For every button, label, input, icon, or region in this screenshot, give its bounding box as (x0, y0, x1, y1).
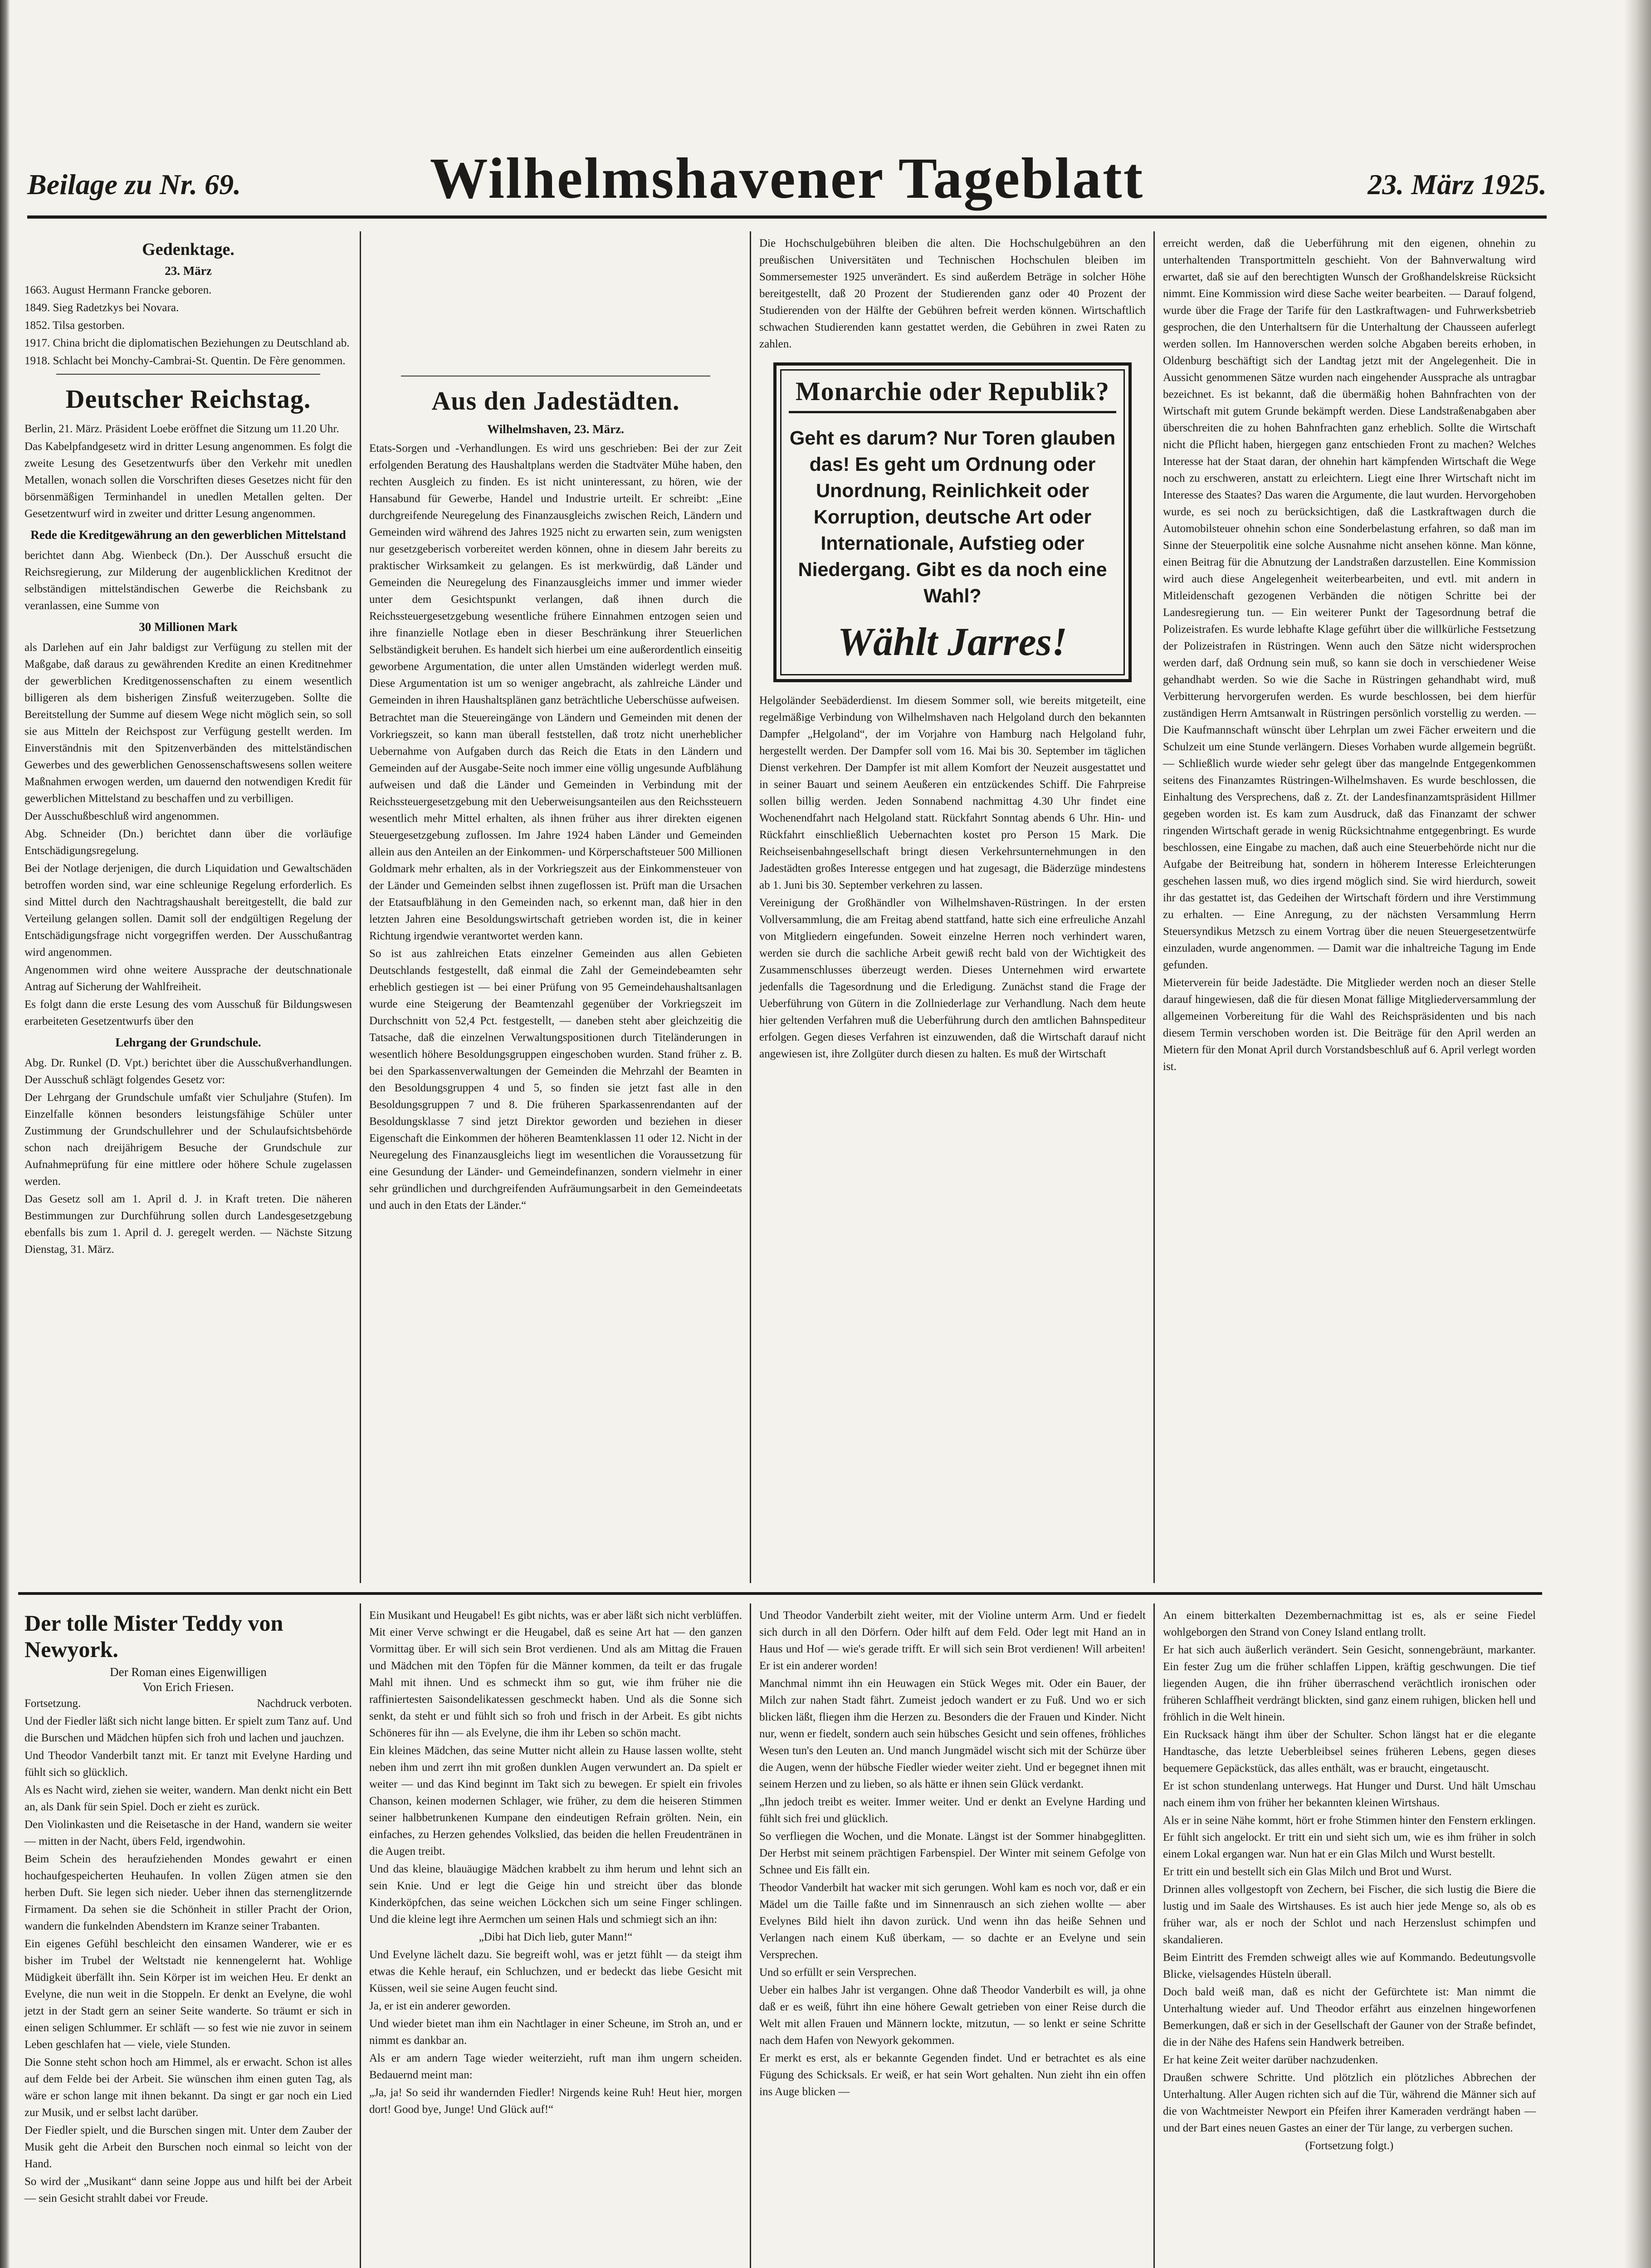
serial-paragraph: Er hat sich auch äußerlich verändert. Sein Gesicht, sonnengebräunt, markanter. Ein fester Zug um die früher schlaffen Lippen, kräftig geschwungen. Die tief liegenden Augen, die ihn früher überraschend verächtlich ironischen oder früheren Schlaffheit verdrängt blickten, sind ganz einem ruhigen, blicken hell und fröhlich in die Welt hinein. (1163, 1644, 1536, 1723)
column-rule (360, 1603, 361, 2268)
article-subheading: Rede die Kreditgewährung an den gewerblichen Mittelstand (30, 528, 346, 542)
article-subheading: Lehrgang der Grundschule. (115, 1036, 261, 1049)
article-paragraph: Mieterverein für beide Jadestädte. Die Mitglieder werden noch an dieser Stelle darauf hingewiesen, daß die für diesen Monat fällige Mitgliederversammlung der allgemeinen Vorbereitung für die Wahl des Reichspräsidenten und bis nach diesem Termin verschoben worden ist. Die Beiträge für den April werden an Mietern für den Monat April durch Vorstandsbeschluß auf 6. April verlegt worden ist. (1163, 977, 1536, 1073)
newspaper-title: Wilhelmshavener Tageblatt (430, 146, 1144, 210)
column-rule (1153, 1603, 1155, 2268)
advertisement-title: Monarchie oder Republik? (789, 376, 1116, 413)
serial-paragraph: So wird der „Musikant“ dann seine Joppe aus und hilft bei der Arbeit — sein Gesicht strahlt dabei vor Freude. (24, 2175, 352, 2204)
serial-paragraph: Der Fiedler spielt, und die Burschen singen mit. Unter dem Zauber der Musik geht die Arbeit den Burschen noch einmal so leicht von der Hand. (24, 2124, 352, 2170)
election-advertisement (773, 362, 1132, 682)
column-rule (360, 231, 361, 1583)
gedenktage-heading: Gedenktage. (142, 240, 234, 259)
advertisement-slogan: Wählt Jarres! (837, 620, 1068, 664)
advertisement-body: Geht es darum? Nur Toren glauben das! Es geht um Ordnung oder Unordnung, Reinlichkeit oder Korruption, deutsche Art oder Internationale, Aufstieg oder Niedergang. Gibt es da noch eine Wahl? (789, 427, 1116, 607)
serial-paragraph: Beim Schein des heraufziehenden Mondes gewahrt er einen hochaufgespeicherten Heuhaufen. In vollen Zügen atmen sie den herben Duft. Sie legen sich nieder. Ueber ihnen das sternenglitzernde Firmament. Da sehen sie die Schönheit in stiller Pracht der Orion, wandern die funkelnden Abendstern im Kranze seiner Trabanten. (24, 1853, 352, 1932)
article-paragraph: Das Kabelpfandgesetz wird in dritter Lesung angenommen. Es folgt die zweite Lesung des Gesetzentwurfs über den Verkehr mit unedlen Metallen, wonach sollen die Vorschriften dieses Gesetzes nicht für den börsenmäßigen Terminhandel in unedlen Metallen gelten. Der Gesetzentwurf wird in zweiter und dritter Lesung angenommen. (24, 440, 352, 520)
gedenktage-item: 1663. August Hermann Francke geboren. (24, 284, 212, 296)
serial-paragraph: Er hat keine Zeit weiter darüber nachzudenken. (1163, 2054, 1378, 2066)
column-3 (753, 231, 1152, 1583)
serial-paragraph: An einem bitterkalten Dezembernachmittag ist es, als er seine Fiedel wohlgeborgen den Strand von Coney Island entlang trollt. (1163, 1609, 1536, 1638)
article-paragraph: berichtet dann Abg. Wienbeck (Dn.). Der Ausschuß ersucht die Reichsregierung, zur Milderung der augenblicklichen Kreditnot der selbständigen mittelständischen Gewerbe die Reichsbank zu veranlassen, eine Summe von (24, 549, 352, 612)
serial-paragraph: Drinnen alles vollgestopft von Zechern, bei Fischer, die sich lustig die Biere die lustig und im Saale des Wirtshauses. Es ist auch hier jede Menge so, als ob es früher war, als er noch der Schlot und nach Herzenslust schimpfen und skandalieren. (1163, 1883, 1536, 1946)
serial-paragraph: Ein Rucksack hängt ihm über der Schulter. Schon längst hat er die elegante Handtasche, das letzte Ueberbleibsel seines früheren Lebens, gegen dieses bequemere Gepäckstück, das alles enthält, was er braucht, eingetauscht. (1163, 1729, 1536, 1774)
top-section (18, 231, 1542, 1583)
serial-paragraph: Beim Eintritt des Fremden schweigt alles wie auf Kommando. Bedeutungsvolle Blicke, vielsagendes Hüsteln überall. (1163, 1951, 1536, 1980)
article-paragraph: Der Ausschußbeschluß wird angenommen. (24, 810, 220, 822)
article-paragraph: Es folgt dann die erste Lesung des vom Ausschuß für Bildungswesen erarbeiteten Gesetzentwurfs über den (24, 998, 352, 1027)
serial-column-3 (753, 1603, 1152, 2268)
masthead (27, 136, 1547, 210)
column-rule (750, 1603, 751, 2268)
to-be-continued: (Fortsetzung folgt.) (1305, 2140, 1394, 2152)
serial-paragraph: Als er am andern Tage wieder weiterzieht, ruft man ihm ungern scheiden. Bedauernd meint man: (369, 2052, 742, 2081)
article-paragraph: Berlin, 21. März. Präsident Loebe eröffnet die Sitzung um 11.20 Uhr. (24, 423, 339, 435)
jadestaedte-dateline: Wilhelmshaven, 23. März. (487, 422, 624, 436)
column-rule (1153, 231, 1155, 1583)
serial-novel-section (18, 1603, 1542, 2268)
serial-column-2 (363, 1603, 748, 2268)
article-paragraph: Helgoländer Seebäderdienst. Im diesem Sommer soll, wie bereits mitgeteilt, eine regelmäßige Verbindung von Wilhelmshaven nach Helgoland durch den bekannten Dampfer „Helgoland“, der im Vorjahre von Hamburg nach Helgoland fuhr, hergestellt werden. Der Dampfer soll vom 16. Mai bis 30. September im täglichen Dienst verkehren. Der Dampfer ist mit allem Komfort der Neuzeit ausgestattet und in seiner Bauart und seinem Aeußeren ein entzückendes Schiff. Die Fahrpreise sollen billig werden. Jeden Sonnabend nachmittag 4.30 Uhr findet eine Wochenendfahrt nach Helgoland statt. Rückfahrt Sonntag abends 6 Uhr. Hin- und Rückfahrt einschließlich Uebernachten kostet pro Person 15 Mark. Die Reichseisenbahngesellschaft bringt diesen Verkehrsunternehmungen in den Jadestädten großes Interesse entgegen und hat zugesagt, die Bäderzüge mindestens ab 1. Juni bis 30. September verkehren zu lassen. (759, 694, 1146, 891)
serial-paragraph: Als er in seine Nähe kommt, hört er frohe Stimmen hinter den Fenstern erklingen. Er fühlt sich angelockt. Er tritt ein und sieht sich um, wie es ihm früher in solch einem Lokal ergangen war. Nun hat er ein Glas Milch und Wurst bestellt. (1163, 1814, 1536, 1860)
advertisement-frame (780, 369, 1125, 675)
serial-paragraph: Und so erfüllt er sein Versprechen. (759, 1966, 917, 1979)
article-paragraph: Betrachtet man die Steuereingänge von Ländern und Gemeinden mit denen der Vorkriegszeit, so kann man überall feststellen, daß trotz nicht unerheblicher Uebernahme von Aufgaben durch das Reich die Etats in den Ländern und Gemeinden auf der Ausgabe-Seite noch immer eine völlig ungesunde Aufblähung aufweisen und daß die Länder und Gemeinden in Verbindung mit der Reichssteuergesetzgebung mit den Ueberweisungsanteilen aus den Reichssteuern wesentlich mehr Mittel erhalten, als ihnen früher aus ihrer direkten eigenen Steuergesetzgebung zuflossen. Im Jahre 1924 haben Länder und Gemeinden allein aus den Anteilen an der Einkommen- und Körperschaftsteuer 500 Millionen Goldmark mehr erhalten, als in der Vorkriegszeit aus der Einkommensteuer von der Länder und Gemeinden selbst ihnen zugeflossen ist. Prüft man die Ursachen der Etatsaufblähung in den Gemeinden nach, so erkennt man, daß hier in den letzten Jahren eine Besoldungswirtschaft getrieben worden ist, die in keiner Richtung irgendwie verantwortet werden kann. (369, 712, 742, 942)
column-2 (363, 231, 748, 1583)
article-paragraph: Angenommen wird ohne weitere Aussprache der deutschnationale Antrag auf Sicherung der Wahlfreiheit. (24, 964, 352, 993)
serial-column-1 (18, 1603, 358, 2268)
serial-paragraph: Er merkt es erst, als er bekannte Gegenden findet. Und er betrachtet es als eine Fügung des Schicksals. Er weiß, er hat sein Wort gehalten. Nun zieht ihn ein offen ins Auge blicken — (759, 2052, 1146, 2098)
serial-paragraph: Und Theodor Vanderbilt tanzt mit. Er tanzt mit Evelyne Harding und fühlt sich so glücklich. (24, 1750, 352, 1779)
serial-paragraph: Theodor Vanderbilt hat wacker mit sich gerungen. Wohl kam es noch vor, daß er ein Mädel um die Taille faßte und im Sinnenrausch an sich ziehen wollte — aber Evelynes Bild hielt ihn davon zurück. Und wenn ihn das heiße Sehnen und Verlangen nach einem Kuß überkam, — so dachte er an Evelyne und sein Versprechen. (759, 1882, 1146, 1961)
serial-paragraph: Den Violinkasten und die Reisetasche in der Hand, wandern sie weiter — mitten in der Nacht, übers Feld, irgendwohin. (24, 1818, 352, 1848)
serial-title: Der tolle Mister Teddy von Newyork. (24, 1610, 283, 1662)
serial-notice (24, 1695, 352, 1712)
serial-paragraph: Ein kleines Mädchen, das seine Mutter nicht allein zu Hause lassen wollte, steht neben ihm und zerrt ihn mit großen dunklen Augen verwundert an. Da spielt er weiter — und das Kind beginnt im Takt sich zu bewegen. Er spielt ein frivoles Chanson, keinen modernen Schlager, wie früher, zu dem die heiseren Stimmen seiner halbbetrunkenen Kumpane den eindeutigen Refrain grölten. Nein, ein einfaches, zu Herzen gehendes Volkslied, das beiden die hellen Freudentränen in die Augen treibt. (369, 1745, 742, 1857)
right-page-edge (1624, 0, 1651, 2268)
serial-paragraph: „Dibi hat Dich lieb, guter Mann!“ (479, 1931, 633, 1943)
serial-paragraph: Doch bald weiß man, daß es nicht der Gefürchtete ist: Man nimmt die Unterhaltung wieder auf. Und Theodor erfährt aus einzelnen hingeworfenen Bemerkungen, daß er sich in der Gesellschaft der Gauner von der Straße befindet, die in der Nähe des Hafens sein Handwerk betreiben. (1163, 1986, 1536, 2048)
article-paragraph: erreicht werden, daß die Ueberführung mit den eigenen, ohnehin zu unterhaltenden Transportmitteln geschieht. Von der Bahnverwaltung wird erwartet, daß sie auf den berechtigten Wunsch der Großhandelskreise Rücksicht nimmt. Eine Kommission wird diese Sache weiter bearbeiten. — Darauf folgend, wurde über die Frage der Tarife für den Lastkraftwagen- und Fuhrwerksbetrieb gesprochen, die den Unterhaltsern für die Unterhaltung der Chausseen auferlegt werden sollen. Im Hannoverschen werden solche Abgaben bereits erhoben, in Oldenburg beschäftigt sich der Landtag jetzt mit der Angelegenheit. Die in Aussicht genommenen Sätze wurden nach eingehender Aussprache als untragbar bezeichnet. Es ist bekannt, daß die übermäßig hohen Bahnfrachten von der Wirtschaft mit gutem Grunde bekämpft werden. Diese Landstraßenabgaben aber überschreiten die zu hohen Bahnfrachten ganz erheblich. Sollte die Wirtschaft nicht die Pflicht haben, hiergegen ganz entschieden Front zu machen? Welches Interesse hat der Staat daran, der ohnehin hart kämpfenden Wirtschaft die Wege noch zu erschweren, anstatt zu erleichtern. Liegt eine Ihrer Wirtschaft nicht im Interesse des Staates? Das waren die Argumente, die laut wurden. Hervorgehoben wurde, es sei noch zu berücksichtigen, daß die Lastkraftwagen durch die Automobilsteuer ohnehin schon eine Sonderbelastung erfahren, so daß man im Sinne der Steuerpolitik eine solche Ausnahme nicht ansehen könne. Man könne, einen Beitrag für die Abnutzung der Landstraßen darzustellen. Eine Kommission wird auch diese Angelegenheit weiterbearbeiten, und evtl. mit andern in Mitleidenschaft gezogenen Verbänden die nötigen Schritte bei der Landesregierung tun. — Ein weiterer Punkt der Tagesordnung betraf die Polizeistrafen. Es wurde lebhafte Klage geführt über die willkürliche Festsetzung der Polizeistrafen in Rüstringen. Wenn auch den Sätze nicht widersprochen werden darf, daß Ordnung sein muß, so kann sie doch in verschiedener Weise gehandhabt werden. So wie die Sache in Rüstringen gehandhabt wird, muß Verbitterung hervorgerufen werden. Es wurde beschlossen, bei dem hierfür zuständigen Herrn Amtsanwalt in Rüstringen persönlich vorstellig zu werden. — Die Kaufmannschaft wünscht über Lehrplan um zwei Fächer erweitern und die Schulzeit um eine Stunde verlängern. Dieses Vorhaben wurde allgemein begrüßt. — Schließlich wurde wieder sehr gelegt über das mangelnde Entgegenkommen seitens des Finanzamtes Rüstringen-Wilhelmshaven. Es wurde beschlossen, die Einhaltung des Versprechens, daß z. Zt. der Landesfinanzamtspräsident Hillmer gegeben worden ist. Es kam zum Ausdruck, daß das Finanzamt der schwer ringenden Wirtschaft gerade in wenig Rücksichtnahme entgegenbringt. Es wurde beschlossen, eine Eingabe zu machen, daß auch eine Steuerbehörde nicht nur die Aufgabe der Beitreibung hat, sondern in höherem Interesse Erleichterungen geschehen lassen muß, wo dies irgend möglich sind. Sie wird hierdurch, soweit ihr das gestattet ist, das Gedeihen der Wirtschaft fördern und ihre Verstimmung zu erhalten. — Eine Anregung, zu der nächsten Versammlung Herrn Steuersyndikus Metzsch zu einem Vortrag über die neuen Steuergesetzentwürfe einzuladen, wurde angenommen. — Damit war die inhaltreiche Tagung im Ende gefunden. (1163, 237, 1536, 971)
serial-paragraph: Manchmal nimmt ihn ein Heuwagen ein Stück Weges mit. Oder ein Bauer, der Milch zur nahen Stadt fährt. Zumeist jedoch wandert er zu Fuß. Und wo er sich blicken läßt, fliegen ihm die Herzen zu. Besonders die der Frauen und Kinder. Nicht nur, wenn er fiedelt, sondern auch sein hübsches Gesicht und sein offenes, fröhliches Wesen tun's den Leuten an. Und manch Jungmädel wischt sich mit der Schürze über die Augen, wenn der hübsche Fiedler wieder weiter zieht. Und er begegnet ihnen mit seinem Herzen und zu lieben, so als hätte er ihnen sein Glück verdankt. (759, 1677, 1146, 1790)
serial-paragraph: Ja, er ist ein anderer geworden. (369, 2000, 511, 2012)
gedenktage-date: 23. März (165, 264, 212, 278)
article-paragraph: Die Hochschulgebühren bleiben die alten. Die Hochschulgebühren an den preußischen Universitäten und Technischen Hochschulen bleiben im Sommersemester 1925 unverändert. Es sind außerdem Beträge in solcher Höhe bereitgestellt, daß 20 Prozent der Studierenden ganz oder 40 Prozent der Studierenden von der Hälfte der Gebühren befreit werden können. Wirtschaftlich schwachen Studierenden kann gestattet werden, die Gebühren in zwei Raten zu zahlen. (759, 237, 1146, 350)
article-paragraph: Etats-Sorgen und -Verhandlungen. Es wird uns geschrieben: Bei der zur Zeit erfolgenden Beratung des Haushaltplans werden die Stadtväter Mühe haben, den rechten Ausgleich zu finden. Es ist nicht uninteressant, zu hören, wie der Hansabund für Gewerbe, Handel und Industrie urteilt. Er schreibt: „Eine durchgreifende Neuregelung des Finanzausgleichs zwischen Reich, Ländern und Gemeinden wird während des Jahres 1925 nicht zu erwarten sein, zum wenigsten nur gesetzgeberisch vorbereitet werden können, ohne in diesem Jahr bereits zu praktischer Wirksamkeit zu gelangen. Es ist merkwürdig, daß Länder und Gemeinden die Neuregelung des Finanzausgleichs immer und immer wieder unter dem Gesichtspunkt verlangen, daß ihnen durch die Reichssteuergesetzgebung wesentliche frühere Einnahmen entzogen seien und ihre finanzielle Notlage eben in dieser Beschränkung ihrer Steuerlichen Selbständigkeit beruhen. Es handelt sich hierbei um eine außerordentlich einseitig geworbene Argumentation, die unter allen Umständen widerlegt werden muß. Diese Argumentation ist um so weniger angebracht, als zahlreiche Länder und Gemeinden in ihren Haushaltsplänen ganz beträchtliche Ueberschüsse aufweisen. (369, 442, 742, 706)
serial-paragraph: Ein Musikant und Heugabel! Es gibt nichts, was er aber läßt sich nicht verblüffen. Mit einer Verve schwingt er die Heugabel, daß es seine Art hat — den ganzen Vormittag über. Er will sich sein Brot verdienen. Und als am Mittag die Frauen und Mädchen mit den Töpfen für die Männer kommen, da teilt er das frugale Mahl mit ihnen. Und es schmeckt ihm so gut, wie ihm früher nie die raffiniertesten Saisondelikatessen geschmeckt haben. Und als die Sonne sich senkt, da steht er und fühlt sich so froh und frisch in der Arbeit. Es gibt nichts Schöneres für ihn — als Evelyne, die ihm ihr Leben so schön macht. (369, 1609, 742, 1739)
masthead-rule (27, 215, 1547, 219)
serial-subtitle: Der Roman eines Eigenwilligen (110, 1665, 267, 1679)
serial-paragraph: Ueber ein halbes Jahr ist vergangen. Ohne daß Theodor Vanderbilt es will, ja ohne daß er es weiß, führt ihn eine höhere Gewalt getrieben von einer Reise durch die Welt mit allen Frauen und Männern lockte, mitzutun, — so lenkt er seine Schritte nach dem Hafen von Newyork gekommen. (759, 1984, 1146, 2047)
article-paragraph: als Darlehen auf ein Jahr baldigst zur Verfügung zu stellen mit der Maßgabe, daß daraus zu gewährenden Kredite an einen Kreditnehmer der gewerblichen Kreditgenossenschaften zu einem wesentlich billigeren als dem bisherigen Zinsfuß weiterzugeben. Sollte die Bereitstellung der Summe auf diesem Wege nicht möglich sein, so soll sie aus Mitteln der Reichspost zur Verfügung gestellt werden. Im Einverständnis mit den Spitzenverbänden des mittelständischen Gewerbes und des gewerblichen Genossenschaftswesens sollen weitere Maßnahmen erwogen werden, um dauernd den notwendigen Kredit für gewerblichen Mittelstand zu beschaffen und zu verbilligen. (24, 641, 352, 805)
gedenktage-item: 1852. Tilsa gestorben. (24, 319, 125, 332)
serial-paragraph: „Ihn jedoch treibt es weiter. Immer weiter. Und er denkt an Evelyne Harding und fühlt sich frei und glücklich. (759, 1796, 1146, 1825)
serial-paragraph: Draußen schwere Schritte. Und plötzlich ein plötzliches Abbrechen der Unterhaltung. Aller Augen richten sich auf die Tür, während die Männer sich auf die von Wachtmeister Newport ein Pfeifen ihrer Kameraden verdrängt haben — und der Bart eines neuen Gastes an einer der Tür lange, zu verbergen suchen. (1163, 2072, 1536, 2134)
serial-paragraph: Ein eigenes Gefühl beschleicht den einsamen Wanderer, wie er es bisher im Trubel der Weltstadt nie kennengelernt hat. Wohlige Müdigkeit überfällt ihn. Sein Körper ist im weichen Heu. Er denkt an Evelyne, die nun weit in die Stoppeln. Er denkt an Evelyne, die wohl jetzt in der Stadt gern an seiner Seite wanderte. So träumt er sich in einen seligen Schlummer. Er schläft — so fest wie nie zuvor in seinem Leben geschlafen hat — viele, viele Stunden. (24, 1938, 352, 2051)
serial-paragraph: Und der Fiedler läßt sich nicht lange bitten. Er spielt zum Tanz auf. Und die Burschen und Mädchen hüpfen sich froh und lachen und jauchzen. (24, 1715, 352, 1744)
article-paragraph: Abg. Dr. Runkel (D. Vpt.) berichtet über die Ausschußverhandlungen. Der Ausschuß schlägt folgendes Gesetz vor: (24, 1057, 352, 1086)
supplement-label: Beilage zu Nr. 69. (27, 168, 241, 200)
article-paragraph: Der Lehrgang der Grundschule umfaßt vier Schuljahre (Stufen). Im Einzelfalle können besonders leistungsfähige Schüler unter Zustimmung der Grundschullehrer und der Schulaufsichtsbehörde schon nach dreijährigem Besuche der Grundschule zur Aufnahmeprüfung für eine mittlere oder höhere Schule zugelassen werden. (24, 1091, 352, 1188)
left-binding-shadow (0, 0, 10, 2268)
gedenktage-item: 1917. China bricht die diplomatischen Beziehungen zu Deutschland ab. (24, 337, 350, 349)
section-divider (56, 374, 320, 375)
serial-paragraph: Als es Nacht wird, ziehen sie weiter, wandern. Man denkt nicht ein Bett an, als Dank für sein Spiel. Doch er zieht es zurück. (24, 1784, 352, 1813)
article-paragraph: Das Gesetz soll am 1. April d. J. in Kraft treten. Die näheren Bestimmungen zur Durchführung sollen durch Landesgesetzgebung ebenfalls bis zum 1. April d. J. geregelt werden. — Nächste Sitzung Dienstag, 31. März. (24, 1193, 352, 1256)
gedenktage-item: 1918. Schlacht bei Monchy-Cambrai-St. Quentin. De Fère genommen. (24, 355, 346, 367)
serial-paragraph: Er tritt ein und bestellt sich ein Glas Milch und Brot und Wurst. (1163, 1866, 1452, 1878)
issue-date: 23. März 1925. (1368, 168, 1547, 200)
serial-column-4 (1157, 1603, 1542, 2268)
serial-paragraph: Und das kleine, blauäugige Mädchen krabbelt zu ihm herum und lehnt sich an sein Knie. Und er legt die Geige hin und streicht über das blonde Kinderköpfchen, das seine weichen Löckchen sich um seine Finger schlingen. Und die kleine legt ihre Aermchen um seinen Hals und schmiegt sich an ihn: (369, 1863, 742, 1926)
article-subheading: 30 Millionen Mark (139, 620, 238, 634)
serial-paragraph: Und wieder bietet man ihm ein Nachtlager in einer Scheune, im Stroh an, und er nimmt es dankbar an. (369, 2018, 742, 2047)
column-rule (750, 231, 751, 1583)
serial-paragraph: Und Evelyne lächelt dazu. Sie begreift wohl, was er jetzt fühlt — da steigt ihm etwas die Kehle herauf, ein Schluchzen, und er bedeckt das liebe Gesicht mit Küssen, weil sie seine Augen feucht sind. (369, 1949, 742, 1994)
serial-paragraph: Er ist schon stundenlang unterwegs. Hat Hunger und Durst. Und hält Umschau nach einem ihm von früher her bekannten kleinen Wirtshaus. (1163, 1780, 1536, 1809)
reichstag-heading: Deutscher Reichstag. (65, 384, 311, 414)
article-paragraph: Vereinigung der Großhändler von Wilhelmshaven-Rüstringen. In der ersten Vollversammlung, die am Freitag abend stattfand, hatte sich eine erfreuliche Anzahl von Mitgliedern eingefunden. Soweit einzelne Herren noch verhindert waren, werden sie durch die sachliche Arbeit gewiß recht bald von der Wichtigkeit des Zusammenschlusses überzeugt werden. Dieses Unternehmen wird erwartete jedenfalls die Tagesordnung und die Erledigung. Zunächst stand die Frage der Ueberführung von Gütern in die Zollniederlage zur Verhandlung. Nach dem heute hier geltenden Verfahren muß die Ueberführung durch den amtlichen Bahnspediteur erfolgen. Gegen dieses Verfahren ist einzuwenden, daß die Wirtschaft darauf nicht angewiesen ist, ihre Zollgüter durch diesen zu halten. Es muß der Wirtschaft (759, 897, 1146, 1060)
continuation-label: Fortsetzung. (24, 1697, 81, 1710)
serial-paragraph: Und Theodor Vanderbilt zieht weiter, mit der Violine unterm Arm. Und er fiedelt sich durch in all den Dörfern. Oder hilft auf dem Feld. Oder legt mit Hand an in Haus und Hof — wie's gerade trifft. Er will sich sein Brot verdienen! Will arbeiten! Er ist ein anderer worden! (759, 1609, 1146, 1672)
reprint-notice: Nachdruck verboten. (257, 1697, 352, 1710)
column-1 (18, 231, 358, 1583)
jadestaedte-heading: Aus den Jadestädten. (431, 386, 680, 415)
column-4 (1157, 231, 1542, 1583)
article-paragraph: So ist aus zahlreichen Etats einzelner Gemeinden aus allen Gebieten Deutschlands festgestellt, daß einmal die Zahl der Gemeindebeamten sehr erheblich gestiegen ist — bei einer Prüfung von 95 Gemeindehaushaltsanlagen wurde eine Steigerung der Beamtenzahl gegenüber der Vorkriegszeit im Durchschnitt von 52,4 Pct. festgestellt, — daneben steht aber gleichzeitig die Tatsache, daß die einzelnen Verwaltungspositionen durch Titeländerungen in wesentlich höhere Besoldungsgruppen eingeschoben wurden. Stand früher z. B. bei den Sparkassenverwaltungen der Gemeinden die Mehrzahl der Beamten in den Besoldungsgruppen 4 und 5, so finden sie jetzt fast alle in den Besoldungsgruppen 7 und 8. Die früheren Sparkassenrendanten auf der Besoldungsklasse 7 sind jetzt Direktor geworden und beziehen in dieser Eigenschaft die Einkommen der höheren Beamtenklassen 11 oder 12. Nicht in der Neuregelung des Finanzausgleichs liegt im wesentlichen die Voraussetzung für eine Gesundung der Länder- und Gemeindefinanzen, sondern vielmehr in einer sehr gründlichen und durchgreifenden Aufräumungsarbeit in den Gemeindeetats und auch in den Etats der Länder.“ (369, 948, 742, 1212)
gedenktage-item: 1849. Sieg Radetzkys bei Novara. (24, 302, 179, 314)
article-paragraph: Abg. Schneider (Dn.) berichtet dann über die vorläufige Entschädigungsregelung. (24, 828, 352, 857)
serial-paragraph: Die Sonne steht schon hoch am Himmel, als er erwacht. Schon ist alles auf dem Felde bei der Arbeit. Sie wünschen ihm einen guten Tag, als wäre er schon lange mit ihnen bekannt. Da singt er gar noch ein Lied zur Musik, und er selbst lacht darüber. (24, 2056, 352, 2119)
feuilleton-separator (18, 1592, 1542, 1595)
serial-author: Von Erich Friesen. (142, 1680, 234, 1694)
serial-paragraph: „Ja, ja! So seid ihr wandernden Fiedler! Nirgends keine Ruh! Heut hier, morgen dort! Good bye, Junge! Und Glück auf!“ (369, 2087, 742, 2116)
article-paragraph: Bei der Notlage derjenigen, die durch Liquidation und Gewaltschäden betroffen worden sind, war eine schleunige Regelung erforderlich. Es sind Mittel durch den Nachtragshaushalt bereitgestellt, die bald zur Verteilung gelangen sollen. Damit soll der endgültigen Regelung der Entschädigungsfrage nicht vorgegriffen werden. Der Ausschußantrag wird angenommen. (24, 862, 352, 958)
serial-paragraph: So verfliegen die Wochen, und die Monate. Längst ist der Sommer hinabgeglitten. Der Herbst mit seinem prächtigen Farbenspiel. Der Winter mit seinem Gefolge von Schnee und Eis fällt ein. (759, 1830, 1146, 1876)
